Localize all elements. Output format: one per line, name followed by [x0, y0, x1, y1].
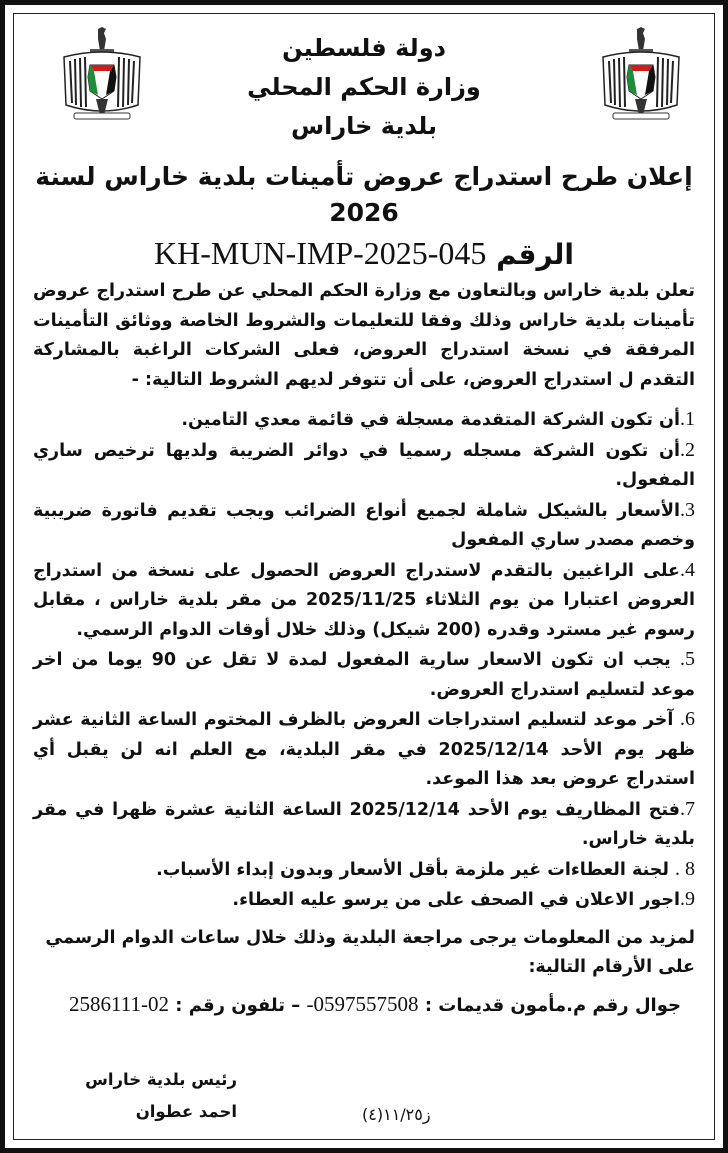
- mobile-number: 0597557508-: [306, 991, 419, 1016]
- condition-text: لجنة العطاءات غير ملزمة بأقل الأسعار وبدون إبداء الأسباب.: [156, 859, 675, 880]
- condition-number: 5.: [680, 648, 695, 670]
- letterhead: [27, 15, 701, 155]
- condition-text: اجور الاعلان في الصحف على من يرسو عليه العطاء.: [232, 890, 680, 910]
- state-name: دولة فلسطين: [282, 34, 446, 62]
- condition-item: [33, 795, 695, 855]
- condition-item: [33, 405, 695, 436]
- signatory-name: احمد عطوان: [135, 1102, 237, 1121]
- condition-number: 7.: [680, 797, 695, 820]
- ministry-name: وزارة الحكم المحلي: [247, 73, 481, 101]
- intro-paragraph: تعلن بلدية خاراس وبالتعاون مع وزارة الحكم المحلي عن طرح استدراج عروض تأمينات بلدية خاراس وذلك وفقا للتعليمات والشروط الخاصة ووثائق التأمينات المرفقة في نسخة استدراج العروض، فعلى الشركات الراغبة بالمشاركة التقدم ل استدراج العروض، على أن تتوفر لديهم الشروط التالية: -: [33, 281, 695, 390]
- signature-block: [37, 1064, 237, 1128]
- condition-number: 6.: [680, 708, 695, 730]
- mobile-label: جوال رقم م.مأمون قديمات :: [424, 994, 681, 1016]
- signatory-title: رئيس بلدية خاراس: [85, 1070, 237, 1089]
- condition-number: 3.: [680, 498, 695, 521]
- contact-note: لمزيد من المعلومات يرجى مراجعة البلدية وذلك خلال ساعات الدوام الرسمي على الأرقام التالية:: [45, 927, 695, 977]
- palestine-emblem-icon: [599, 25, 683, 125]
- announcement-title: إعلان طرح استدراج عروض تأمينات بلدية خاراس لسنة 2026: [35, 162, 693, 227]
- ad-code: ز١١/٢٥(٤): [362, 1105, 431, 1124]
- condition-item: [33, 556, 695, 646]
- condition-item: [33, 436, 695, 496]
- condition-number: 1.: [680, 408, 695, 430]
- phone-number: 02-2586111: [69, 991, 169, 1016]
- condition-item: [33, 855, 695, 886]
- condition-number: 8 .: [675, 857, 695, 880]
- condition-item: [33, 496, 695, 556]
- condition-text: يجب ان تكون الاسعار سارية المفعول لمدة لا تقل عن 90 يوما من اخر موعد لتسليم استدراج العروض.: [33, 650, 695, 700]
- reference-label: الرقم: [496, 238, 574, 271]
- announcement-page: [27, 15, 701, 1138]
- phone-separator: –: [284, 994, 301, 1016]
- municipality-name: بلدية خاراس: [290, 112, 438, 140]
- condition-text: أن تكون الشركة المتقدمة مسجلة في قائمة معدي التامين.: [181, 410, 680, 430]
- condition-item: [33, 705, 695, 795]
- condition-item: [33, 645, 695, 705]
- condition-text: آخر موعد لتسليم استدراجات العروض بالظرف المختوم الساعة الثانية عشر ظهر يوم الأحد 2025/12/14 في مقر البلدية، مع العلم انه لن يقبل أي استدراج عروض بعد هذا الموعد.: [33, 710, 695, 789]
- condition-item: [33, 885, 695, 916]
- reference-number: [27, 231, 701, 277]
- condition-text: الأسعار بالشيكل شاملة لجميع أنواع الضرائب ويجب تقديم فاتورة ضريبية وخصم مصدر ساري المفعول: [33, 500, 695, 550]
- conditions-list: [27, 405, 701, 916]
- condition-number: 9.: [680, 888, 695, 910]
- condition-number: 4.: [680, 558, 695, 581]
- condition-text: على الراغبين بالتقدم لاستدراج العروض الحصول على نسخة من استدراج العروض اعتبارا من يوم الثلاثاء 2025/11/25 من مقر بلدية خاراس ، مقابل رسوم غير مسترد وقدره (200 شيكل) وذلك خلال أوقات الدوام الرسمي.: [33, 560, 695, 640]
- contact-numbers: [27, 987, 701, 1023]
- condition-text: أن تكون الشركة مسجله رسميا في دوائر الضريبة ولديها ترخيص ساري المفعول.: [33, 440, 695, 490]
- condition-number: 2.: [680, 438, 695, 461]
- reference-code: KH-MUN-IMP-2025-045: [154, 235, 487, 271]
- phone-label: تلفون رقم :: [175, 994, 285, 1016]
- condition-text: فتح المظاريف يوم الأحد 2025/12/14 الساعة الثانية عشرة ظهرا في مقر بلدية خاراس.: [33, 799, 695, 849]
- palestine-emblem-icon: [60, 25, 144, 125]
